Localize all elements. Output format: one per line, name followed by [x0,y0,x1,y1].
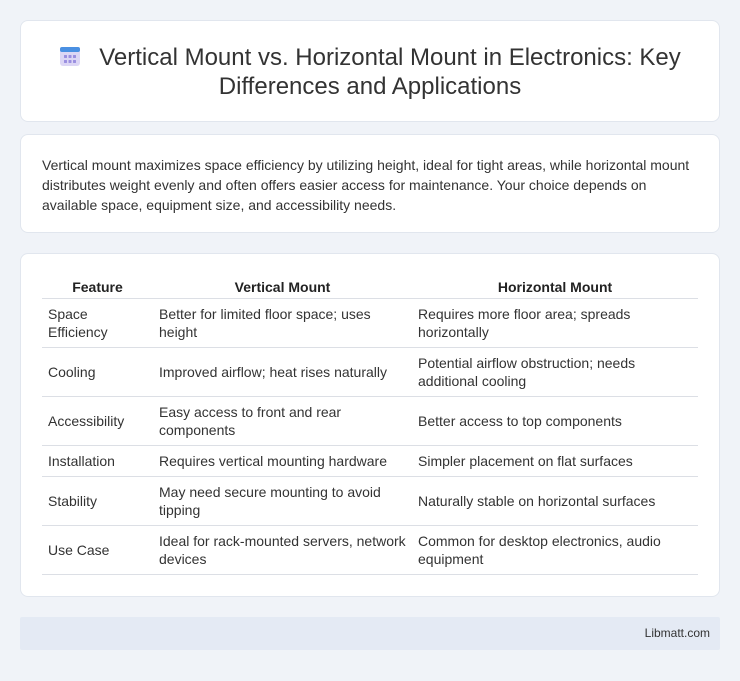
vertical-mount-cell: Requires vertical mounting hardware [153,445,412,476]
feature-cell: Cooling [42,347,153,396]
page-title [21,43,719,101]
comparison-table-card [20,253,720,597]
table-row [42,445,698,476]
vertical-mount-cell: Better for limited floor space; uses height [153,298,412,347]
horizontal-mount-cell: Naturally stable on horizontal surfaces [412,476,698,525]
vertical-mount-cell: Improved airflow; heat rises naturally [153,347,412,396]
footer-brand-link[interactable]: Libmatt.com [644,626,710,640]
summary-text: Vertical mount maximizes space efficiency by utilizing height, ideal for tight areas, while horizontal mount distributes weight evenly and often offers easier access for maintenance. Your choice depends on available space, equipment size, and accessibility needs. [42,157,690,213]
table-row [42,298,698,347]
title-card [20,20,720,122]
calendar-grid-icon [59,45,81,67]
summary-card [20,134,720,233]
footer-bar [20,617,720,650]
column-header-horizontal-mount: Horizontal Mount [412,276,698,298]
table-header-row [42,276,698,298]
horizontal-mount-cell: Common for desktop electronics, audio equipment [412,525,698,574]
feature-cell: Stability [42,476,153,525]
feature-cell: Use Case [42,525,153,574]
feature-cell: Installation [42,445,153,476]
horizontal-mount-cell: Better access to top components [412,396,698,445]
page-title-text: Vertical Mount vs. Horizontal Mount in Electronics: Key Differences and Applications [99,44,681,100]
vertical-mount-cell: Ideal for rack-mounted servers, network devices [153,525,412,574]
table-row [42,347,698,396]
feature-cell: Space Efficiency [42,298,153,347]
table-row [42,476,698,525]
comparison-table [42,276,698,575]
feature-cell: Accessibility [42,396,153,445]
vertical-mount-cell: Easy access to front and rear components [153,396,412,445]
column-header-vertical-mount: Vertical Mount [153,276,412,298]
horizontal-mount-cell: Requires more floor area; spreads horizontally [412,298,698,347]
table-row [42,525,698,574]
horizontal-mount-cell: Potential airflow obstruction; needs additional cooling [412,347,698,396]
column-header-feature: Feature [42,276,153,298]
vertical-mount-cell: May need secure mounting to avoid tipping [153,476,412,525]
horizontal-mount-cell: Simpler placement on flat surfaces [412,445,698,476]
table-row [42,396,698,445]
